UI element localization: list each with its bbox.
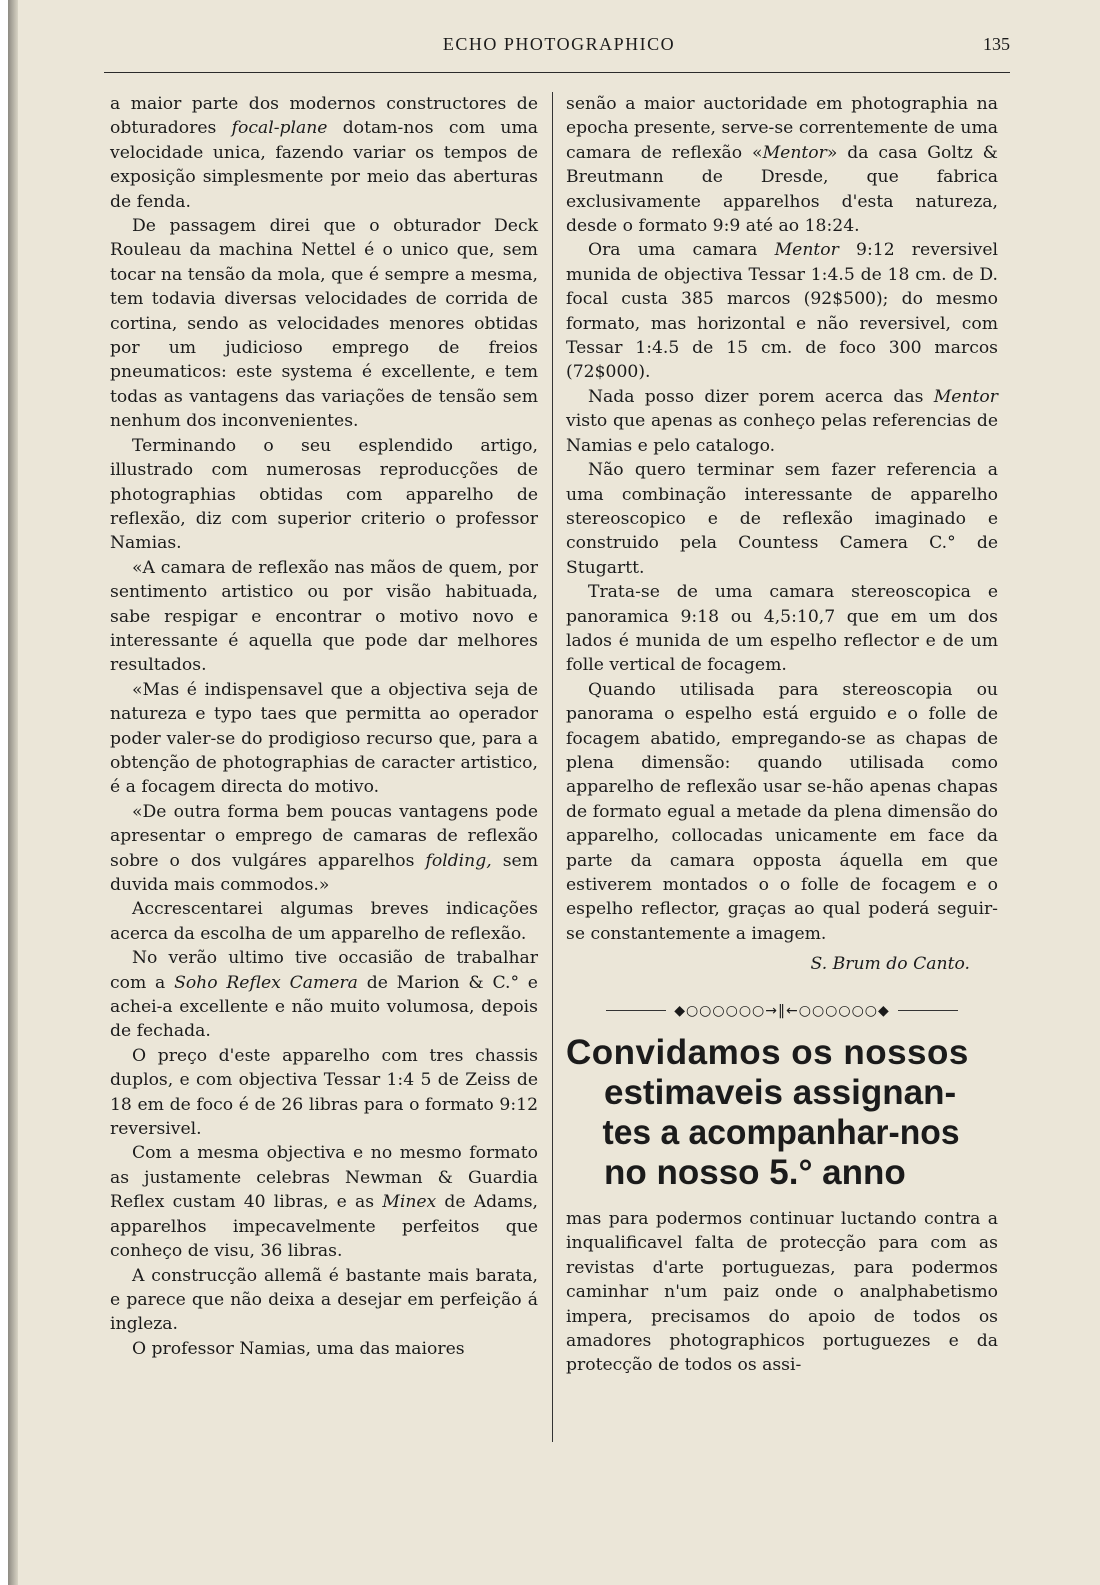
paragraph: senão a maior auctoridade em photographia na epocha presente, serve-se correntemente de uma camara de reflexão «Mentor» da casa Goltz & Breutmann de Dresde, que fabrica exclusivamente apparelhos d'esta natureza, desde o formato 9:9 até ao 18:24. bbox=[566, 94, 998, 237]
notice-line: Convidamos os nossos bbox=[566, 1033, 969, 1073]
paragraph: O preço d'este apparelho com tres chassis duplos, e com objectiva Tessar 1:4 5 de Zeiss de 18 em de foco é de 26 libras para o formato 9:12 reversivel. bbox=[110, 1045, 538, 1140]
journal-title: ECHO PHOTOGRAPHICO bbox=[442, 34, 676, 54]
paragraph: Não quero terminar sem fazer referencia a uma combinação interessante de apparelho stereoscopico e de reflexão imaginado e construido pela Countess Camera C.° de Stugartt. bbox=[566, 460, 998, 578]
left-column bbox=[110, 92, 538, 1361]
notice-line: tes a acompanhar-nos bbox=[602, 1113, 960, 1153]
subscriber-notice bbox=[566, 1033, 998, 1193]
paragraph: «De outra forma bem poucas vantagens pode apresentar o emprego de camaras de reflexão sobre o dos vulgáres apparelhos folding, sem duvida mais commodos.» bbox=[110, 801, 538, 895]
paragraph: Com a mesma objectiva e no mesmo formato as justamente celebras Newman & Guardia Reflex custam 40 libras, e as Minex de Adams, apparelhos impecavelmente perfeitos que conheço de visu, 36 libras. bbox=[110, 1143, 538, 1262]
paragraph: Trata-se de uma camara stereoscopica e panoramica 9:18 ou 4,5:10,7 que em um dos lados é munida de um espelho reflector e de um folle vertical de focagem. bbox=[566, 582, 998, 676]
rule bbox=[898, 1010, 958, 1011]
paragraph: «A camara de reflexão nas mãos de quem, por sentimento artistico ou por visão habituada, sabe respigar e encontrar o motivo novo e interessante é aquella que pode dar melhores resultados. bbox=[110, 557, 538, 676]
paragraph: No verão ultimo tive occasião de trabalhar com a Soho Reflex Camera de Marion & C.° e achei-a excellente e não muito volumosa, depois de fechada. bbox=[110, 948, 538, 1042]
ornament-glyphs: ◆○○○○○○→‖←○○○○○○◆ bbox=[674, 1002, 890, 1019]
header-rule bbox=[104, 72, 1010, 73]
rule bbox=[606, 1010, 666, 1011]
right-column bbox=[566, 92, 998, 1378]
page bbox=[8, 0, 1100, 1585]
page-number: 135 bbox=[983, 34, 1010, 54]
paragraph: Quando utilisada para stereoscopia ou panorama o espelho está erguido e o folle de focagem abatido, empregando-se as chapas de plena dimensão: quando utilisada como apparelho de reflexão usar se-hão apenas chapas de formato egual a metade da plena dimensão do apparelho, collocadas unicamente em face da parte da camara opposta áquella em que estiverem montados o o folle de focagem e o espelho reflector, graças ao qual poderá seguir-se constantemente a imagem. bbox=[566, 679, 998, 944]
paragraph: Nada posso dizer porem acerca das Mentor visto que apenas as conheço pelas referencias de Namias e pelo catalogo. bbox=[566, 386, 998, 456]
paragraph: Accrescentarei algumas breves indicações acerca da escolha de um apparelho de reflexão. bbox=[110, 899, 538, 944]
paragraph: De passagem direi que o obturador Deck Rouleau da machina Nettel é o unico que, sem tocar na tensão da mola, que é sempre a mesma, tem todavia diversas velocidades de corrida de cortina, sendo as velocidades menores obtidas por um judicioso emprego de freios pneumaticos: este systema é excellente, e tem todas as vantagens das variações de tensão sem nenhum dos inconvenientes. bbox=[110, 216, 538, 432]
paragraph: Terminando o seu esplendido artigo, illustrado com numerosas reproducções de photographias obtidas com apparelho de reflexão, diz com superior criterio o professor Namias. bbox=[110, 435, 538, 554]
book-spine-shadow bbox=[8, 0, 18, 1585]
notice-line: estimaveis assignan- bbox=[604, 1073, 957, 1113]
paragraph: O professor Namias, uma das maiores bbox=[132, 1338, 465, 1359]
paragraph: «Mas é indispensavel que a objectiva seja de natureza e typo taes que permitta ao operador poder valer-se do prodigioso recurso que, para a obtenção de photographias de caracter artistico, é a focagem directa do motivo. bbox=[110, 679, 538, 798]
ornamental-divider bbox=[566, 999, 998, 1023]
notice-line: no nosso 5.° anno bbox=[604, 1153, 906, 1193]
paragraph: a maior parte dos modernos constructores de obturadores focal-plane dotam-nos com uma velocidade unica, fazendo variar os tempos de exposição simplesmente por meio das aberturas de fenda. bbox=[110, 94, 538, 212]
paragraph: Ora uma camara Mentor 9:12 reversivel munida de objectiva Tessar 1:4.5 de 18 cm. de D. focal custa 385 marcos (92$500); do mesmo formato, mas horizontal e não reversivel, com Tessar 1:4.5 de 15 cm. de foco 300 marcos (72$000). bbox=[566, 240, 998, 383]
paragraph: A construcção allemã é bastante mais barata, e parece que não deixa a desejar em perfeição á ingleza. bbox=[110, 1265, 538, 1335]
paragraph: mas para podermos continuar luctando contra a inqualificavel falta de protecção para com as revistas d'arte portuguezas, para podermos caminhar n'um paiz onde o analphabetismo impera, precisamos do apoio de todos os amadores photographicos portuguezes e da protecção de todos os assi- bbox=[566, 1209, 998, 1376]
author-signature: S. Brum do Canto. bbox=[810, 954, 970, 975]
running-header bbox=[108, 34, 1010, 58]
column-divider bbox=[552, 92, 554, 1442]
